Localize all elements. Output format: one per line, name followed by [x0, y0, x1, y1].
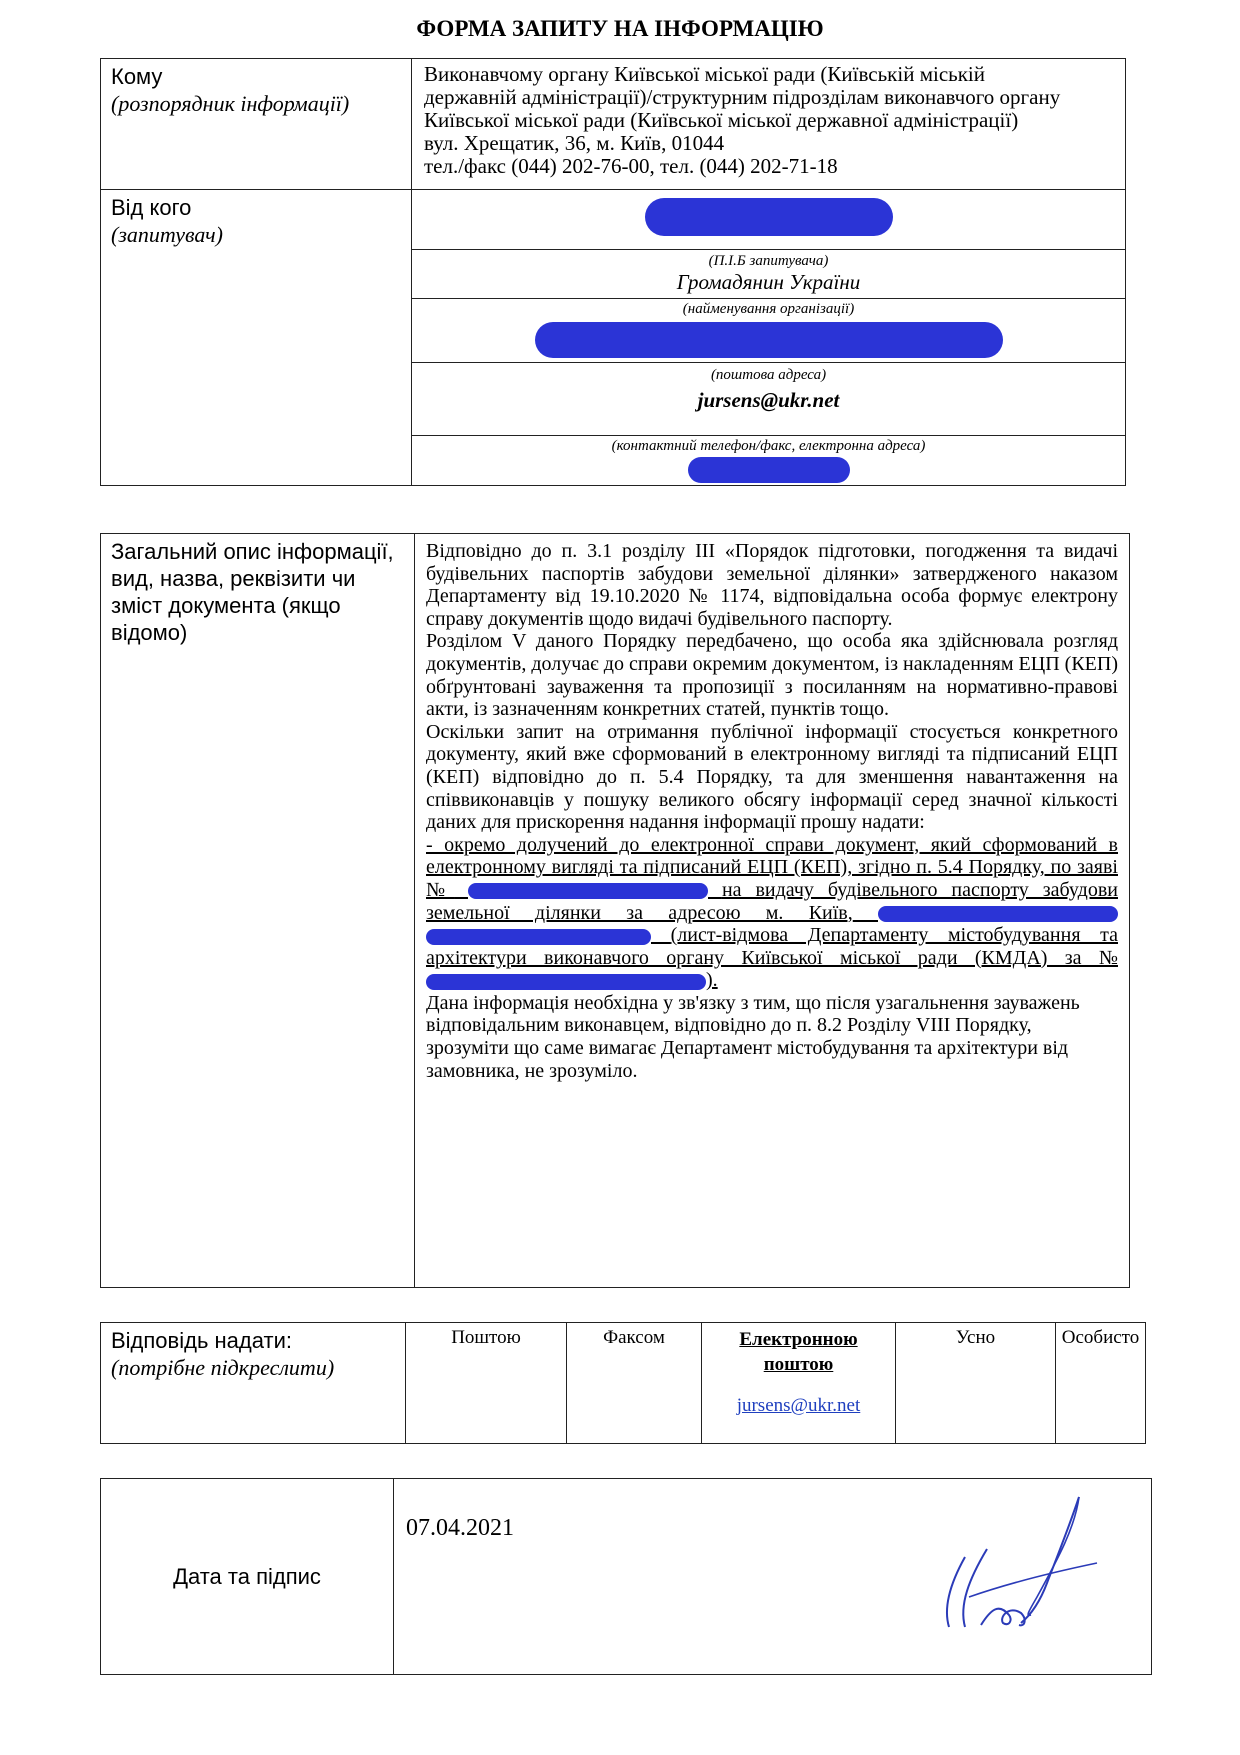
- address-line: тел./факс (044) 202-76-00, тел. (044) 202-71-18: [424, 154, 838, 178]
- option-oral: Усно: [896, 1323, 1056, 1444]
- paragraph: Дана інформація необхідна у зв'язку з тим, що після узагальнення зауважень відповідальним виконавцем, відповідно до п. 8.2 Розділу VIII Порядку, зрозуміти що саме вимагає Департамент містобудування та архітектури від замовника, не зрозуміло.: [426, 991, 1080, 1082]
- response-email-link[interactable]: jursens@ukr.net: [736, 1395, 861, 1416]
- paragraph: Відповідно до п. 3.1 розділу ІІІ «Порядок підготовки, погодження та видачі будівельних паспортів забудови земельної ділянки» затвердженого наказом Департаменту від 19.10.2020 № 1174, відповідальна особа формує електрону справу документів щодо видачі будівельного паспорту.: [426, 540, 1118, 630]
- signature-table: [100, 1478, 1152, 1675]
- from-contact-cell: [412, 436, 1126, 486]
- request-text: ).: [706, 969, 718, 992]
- request-text: - окремо долучений до електронної справи документ, який сформований в електронному вигляді та підписаний ЕЦП (КЕП), згідно п. 5.4 Порядку, по заяві №: [426, 833, 1118, 901]
- signature-date: 07.04.2021: [406, 1515, 514, 1541]
- redaction-mark: [468, 883, 708, 899]
- to-address: [412, 59, 1126, 190]
- header-table: [100, 58, 1126, 486]
- from-org-cell: [412, 250, 1126, 299]
- description-label-cell: [101, 534, 415, 1288]
- from-email-cell: [412, 363, 1126, 436]
- option-email-label: Електронною поштою: [739, 1329, 858, 1375]
- redaction-mark: [426, 929, 651, 945]
- description-table: [100, 533, 1130, 1288]
- option-fax: Факсом: [567, 1323, 702, 1444]
- option-personal: Особисто: [1056, 1323, 1146, 1444]
- name-caption: (П.І.Б запитувача): [708, 253, 829, 269]
- redaction-mark: [529, 318, 1009, 362]
- signature-cell: [394, 1479, 1152, 1675]
- redaction-mark: [639, 190, 899, 242]
- address-line: Виконавчому органу Київської міської ради (Київській міській: [424, 62, 985, 86]
- org-caption: (найменування організації): [682, 301, 855, 317]
- response-label-note: (потрібне підкреслити): [111, 1355, 335, 1380]
- redaction-mark: [426, 974, 706, 990]
- from-label-note: (запитувач): [111, 222, 223, 247]
- from-name-cell: [412, 190, 1126, 250]
- response-label-cell: [101, 1323, 406, 1444]
- request-text: на видачу будівельного паспорту забудови земельної ділянки за адресою м. Київ,: [426, 878, 1118, 924]
- address-line: Київської міської ради (Київської міської державної адміністрації): [424, 108, 1019, 132]
- paragraph: Розділом V даного Порядку передбачено, що особа яка здійснювала розгляд документів, долучає до справи окремим документом, із накладенням ЕЦП (КЕП) обґрунтовані зауваження та пропозиції з посиланням на нормативно-правові акти, із зазначенням конкретних статей, пунктів тощо.: [426, 630, 1118, 721]
- response-label: Відповідь надати:: [111, 1328, 292, 1353]
- to-label-cell: [101, 59, 412, 190]
- handwritten-signature: [929, 1487, 1099, 1637]
- from-label-cell: [101, 190, 412, 486]
- option-post: Поштою: [406, 1323, 567, 1444]
- request-item: [426, 834, 1118, 992]
- contact-caption: (контактний телефон/факс, електронна адреса): [611, 438, 926, 454]
- to-label-note: (розпорядник інформації): [111, 91, 350, 116]
- redaction-mark: [878, 906, 1118, 922]
- signature-label-cell: [101, 1479, 394, 1675]
- address-line: державній адміністрації)/структурним підрозділам виконавчого органу: [424, 85, 1061, 109]
- from-label: Від кого: [111, 195, 192, 220]
- option-email: [702, 1323, 896, 1444]
- org-value: Громадянин України: [676, 270, 861, 294]
- signature-label: Дата та підпис: [173, 1563, 321, 1589]
- address-caption: (поштова адреса): [710, 367, 827, 383]
- to-label: Кому: [111, 64, 163, 89]
- request-text: (лист-відмова Департаменту містобудування та архітектури виконавчого органу Київської міської ради (КМДА) за №: [426, 924, 1118, 969]
- redaction-mark: [684, 455, 854, 485]
- form-title: ФОРМА ЗАПИТУ НА ІНФОРМАЦІЮ: [416, 16, 824, 41]
- address-line: вул. Хрещатик, 36, м. Київ, 01044: [424, 131, 725, 155]
- description-label: Загальний опис інформації, вид, назва, реквізити чи зміст документа (якщо відомо): [111, 539, 394, 645]
- description-body: [415, 534, 1130, 1288]
- response-table: [100, 1322, 1146, 1444]
- from-address-cell: [412, 299, 1126, 363]
- email-value: jursens@ukr.net: [697, 388, 840, 412]
- paragraph: Оскільки запит на отримання публічної інформації стосується конкретного документу, який вже сформований в електронному вигляді та підписаний ЕЦП (КЕП) відповідно до п. 5.4 Порядку, та для зменшення навантаження на співвиконавців у пошуку великого обсягу інформації серед значної кількості даних для прискорення надання інформації прошу надати:: [426, 720, 1118, 834]
